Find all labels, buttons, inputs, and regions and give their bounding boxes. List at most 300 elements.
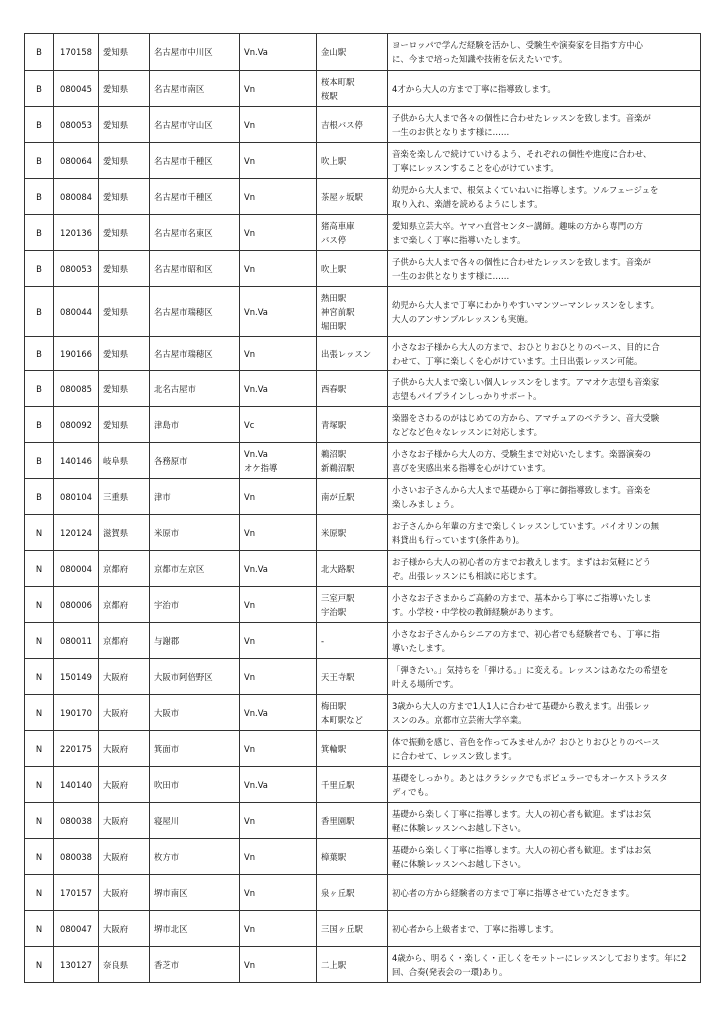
- instrument-cell: [240, 911, 317, 947]
- station-cell: [317, 767, 388, 803]
- instrument-cell: [240, 695, 317, 731]
- comment-line: 志望もパイプラインしっかりサポート。: [392, 390, 542, 401]
- prefecture-cell: 愛知県: [99, 34, 150, 71]
- instrument-cell: [240, 587, 317, 623]
- instrument-cell: [240, 515, 317, 551]
- city-cell: 堺市北区: [150, 911, 240, 947]
- instrument-cell: [240, 947, 317, 983]
- prefecture-cell: 奈良県: [99, 947, 150, 983]
- instrument-cell: [240, 731, 317, 767]
- city-cell: 堺市南区: [150, 875, 240, 911]
- type-cell: B: [25, 71, 54, 107]
- comment-cell: [388, 911, 701, 947]
- city-cell: 与謝郡: [150, 623, 240, 659]
- instrument-line: Vn: [244, 599, 256, 610]
- station-line: 猪高車庫: [321, 220, 355, 231]
- instrument-line: Vn: [244, 119, 256, 130]
- type-cell: B: [25, 179, 54, 215]
- instrument-cell: [240, 803, 317, 839]
- comment-line: ディでも。: [392, 786, 434, 797]
- station-line: 吹上駅: [321, 155, 347, 166]
- station-line: 千里丘駅: [321, 779, 355, 790]
- station-cell: [317, 551, 388, 587]
- instrument-line: Vn: [244, 635, 256, 646]
- station-line: 吉根バス停: [321, 119, 363, 130]
- id-cell: 220175: [54, 731, 99, 767]
- city-cell: 津市: [150, 479, 240, 515]
- instrument-line: Vn.Va: [244, 306, 268, 317]
- city-cell: 寝屋川: [150, 803, 240, 839]
- station-cell: [317, 287, 388, 337]
- city-cell: 津島市: [150, 407, 240, 443]
- prefecture-cell: 滋賀県: [99, 515, 150, 551]
- city-cell: 大阪市: [150, 695, 240, 731]
- comment-line: に、今まで培った知識や技術を伝えたいです。: [392, 54, 568, 64]
- id-cell: 140146: [54, 443, 99, 479]
- instrument-line: Vn: [244, 491, 256, 502]
- comment-cell: [388, 215, 701, 251]
- station-line: 宇治駅: [321, 606, 347, 617]
- instrument-cell: [240, 337, 317, 371]
- station-cell: [317, 659, 388, 695]
- id-cell: 080084: [54, 179, 99, 215]
- station-line: 茶屋ヶ坂駅: [321, 191, 363, 202]
- station-cell: [317, 803, 388, 839]
- station-line: 青塚駅: [321, 419, 347, 430]
- city-cell: 宇治市: [150, 587, 240, 623]
- instrument-cell: [240, 839, 317, 875]
- table-row: [25, 587, 701, 623]
- city-cell: 各務原市: [150, 443, 240, 479]
- type-cell: B: [25, 479, 54, 515]
- station-cell: [317, 515, 388, 551]
- instrument-cell: [240, 215, 317, 251]
- instrument-line: Vn: [244, 851, 256, 862]
- table-row: [25, 251, 701, 287]
- table-row: [25, 215, 701, 251]
- prefecture-cell: 京都府: [99, 587, 150, 623]
- instrument-cell: [240, 551, 317, 587]
- type-cell: N: [25, 695, 54, 731]
- city-cell: 名古屋市瑞穂区: [150, 287, 240, 337]
- station-cell: [317, 143, 388, 179]
- comment-line: スンのみ。京都市立芸術大学卒業。: [392, 714, 527, 725]
- station-cell: [317, 587, 388, 623]
- comment-line: 4才から大人の方まで丁寧に指導致します。: [392, 83, 556, 94]
- type-cell: N: [25, 911, 54, 947]
- table-row: [25, 911, 701, 947]
- city-cell: 名古屋市瑞穂区: [150, 337, 240, 371]
- prefecture-cell: 京都府: [99, 551, 150, 587]
- comment-line: 小さなお子様から大人の方、受験生まで対応いたします。楽器演奏の: [392, 448, 651, 459]
- comment-line: 愛知県立芸大卒。ヤマハ直営センター講師。趣味の方から専門の方: [392, 220, 643, 231]
- table-row: [25, 287, 701, 337]
- station-line: -: [321, 635, 325, 646]
- table-row: [25, 839, 701, 875]
- station-line: 本町駅など: [321, 714, 363, 725]
- instrument-line: Vc: [244, 419, 255, 430]
- comment-line: 初心者の方から経験者の方まで丁寧に指導させていただきます。: [392, 887, 635, 898]
- city-cell: 枚方市: [150, 839, 240, 875]
- city-cell: 箕面市: [150, 731, 240, 767]
- comment-line: 小さなお子様から大人の方まで、おひとりおひとりのペース、目的に合: [392, 341, 660, 352]
- station-line: 南が丘駅: [321, 491, 355, 502]
- table-row: [25, 767, 701, 803]
- prefecture-cell: 大阪府: [99, 875, 150, 911]
- table-row: [25, 443, 701, 479]
- comment-cell: [388, 515, 701, 551]
- table-row: [25, 695, 701, 731]
- station-line: 箕輪駅: [321, 743, 347, 754]
- comment-line: お子さんから年輩の方まで楽しくレッスンしています。バイオリンの無: [392, 520, 659, 531]
- type-cell: N: [25, 515, 54, 551]
- id-cell: 080038: [54, 803, 99, 839]
- city-cell: 名古屋市南区: [150, 71, 240, 107]
- table-row: [25, 551, 701, 587]
- station-cell: [317, 443, 388, 479]
- type-cell: B: [25, 143, 54, 179]
- comment-cell: [388, 551, 701, 587]
- comment-line: などなど色々なレッスンに対応します。: [392, 426, 542, 437]
- type-cell: N: [25, 659, 54, 695]
- id-cell: 170157: [54, 875, 99, 911]
- id-cell: 080085: [54, 371, 99, 407]
- comment-line: 導いたします。: [392, 642, 450, 653]
- id-cell: 120124: [54, 515, 99, 551]
- comment-cell: [388, 767, 701, 803]
- table-row: [25, 803, 701, 839]
- city-cell: 名古屋市千種区: [150, 143, 240, 179]
- prefecture-cell: 愛知県: [99, 287, 150, 337]
- instrument-line: Vn.Va: [244, 383, 268, 394]
- instrument-line: Vn: [244, 815, 256, 826]
- station-cell: [317, 911, 388, 947]
- station-line: 桜本町駅: [321, 76, 355, 87]
- comment-line: 取り入れ、楽譜を読めるようにします。: [392, 198, 543, 209]
- instrument-cell: [240, 659, 317, 695]
- station-line: 神宮前駅: [321, 306, 355, 317]
- comment-line: わせて、丁寧に楽しくを心がけています。土日出張レッスン可能。: [392, 355, 643, 366]
- comment-cell: [388, 107, 701, 143]
- prefecture-cell: 愛知県: [99, 71, 150, 107]
- id-cell: 080104: [54, 479, 99, 515]
- station-line: バス停: [321, 234, 347, 245]
- comment-cell: [388, 71, 701, 107]
- city-cell: 京都市左京区: [150, 551, 240, 587]
- id-cell: 190170: [54, 695, 99, 731]
- prefecture-cell: 岐阜県: [99, 443, 150, 479]
- comment-line: ヨーロッパで学んだ経験を活かし、受験生や演奏家を目指す方中心: [392, 40, 643, 50]
- id-cell: 080045: [54, 71, 99, 107]
- id-cell: 080092: [54, 407, 99, 443]
- comment-cell: [388, 179, 701, 215]
- id-cell: 130127: [54, 947, 99, 983]
- comment-line: まで楽しく丁寧に指導いたします。: [392, 234, 526, 245]
- id-cell: 150149: [54, 659, 99, 695]
- id-cell: 080006: [54, 587, 99, 623]
- city-cell: 名古屋市名東区: [150, 215, 240, 251]
- station-cell: [317, 371, 388, 407]
- station-cell: [317, 875, 388, 911]
- comment-cell: [388, 659, 701, 695]
- type-cell: N: [25, 947, 54, 983]
- id-cell: 080053: [54, 107, 99, 143]
- station-cell: [317, 251, 388, 287]
- comment-line: 一生のお供となります様に……: [392, 270, 510, 281]
- instrument-cell: [240, 623, 317, 659]
- instrument-line: Vn: [244, 527, 256, 538]
- comment-line: 体で振動を感じ、音色を作ってみませんか？おひとりおひとりのペース: [392, 736, 660, 747]
- comment-cell: [388, 587, 701, 623]
- prefecture-cell: 愛知県: [99, 407, 150, 443]
- comment-line: 幼児から大人まで丁寧にわかりやすいマンツーマンレッスンをします。: [392, 299, 660, 310]
- comment-line: 楽しみましょう。: [392, 498, 459, 509]
- comment-line: 基礎から楽しく丁寧に指導します。大人の初心者も歓迎。まずはお気: [392, 844, 651, 855]
- type-cell: B: [25, 407, 54, 443]
- station-cell: [317, 34, 388, 71]
- comment-cell: [388, 875, 701, 911]
- instrument-line: Vn: [244, 959, 256, 970]
- comment-line: 楽器をさわるのがはじめての方から、アマチュアのベテラン、音大受験: [392, 412, 660, 423]
- type-cell: B: [25, 215, 54, 251]
- comment-cell: [388, 479, 701, 515]
- id-cell: 080053: [54, 251, 99, 287]
- type-cell: N: [25, 623, 54, 659]
- comment-line: 小さなお子さんからシニアの方まで、初心者でも経験者でも、丁寧に指: [392, 628, 660, 639]
- station-line: 梅田駅: [321, 700, 347, 711]
- table-row: [25, 407, 701, 443]
- station-line: 二上駅: [321, 959, 347, 970]
- prefecture-cell: 大阪府: [99, 731, 150, 767]
- id-cell: 140140: [54, 767, 99, 803]
- city-cell: 名古屋市守山区: [150, 107, 240, 143]
- station-line: 三国ヶ丘駅: [321, 923, 363, 934]
- type-cell: N: [25, 551, 54, 587]
- station-cell: [317, 479, 388, 515]
- comment-line: 基礎から楽しく丁寧に指導します。大人の初心者も歓迎。まずはお気: [392, 808, 651, 819]
- instrument-line: Vn: [244, 348, 256, 359]
- id-cell: 190166: [54, 337, 99, 371]
- instrument-line: Vn.Va: [244, 707, 268, 718]
- instrument-line: Vn: [244, 887, 256, 898]
- comment-cell: [388, 34, 701, 71]
- comment-line: 料貸出も行っています(条件あり)。: [392, 534, 525, 545]
- instrument-line: Vn.Va: [244, 47, 268, 57]
- comment-line: お子様から大人の初心者の方までお教えします。まずはお気軽にどう: [392, 556, 651, 567]
- prefecture-cell: 大阪府: [99, 659, 150, 695]
- prefecture-cell: 三重県: [99, 479, 150, 515]
- instrument-line: Vn.Va: [244, 563, 268, 574]
- station-cell: [317, 179, 388, 215]
- prefecture-cell: 愛知県: [99, 251, 150, 287]
- id-cell: 080047: [54, 911, 99, 947]
- comment-line: 子供から大人まで各々の個性に合わせたレッスンを致します。音楽が: [392, 256, 651, 267]
- instrument-cell: [240, 179, 317, 215]
- comment-line: 叶える場所です。: [392, 678, 459, 689]
- instrument-cell: [240, 34, 317, 71]
- station-line: 堀田駅: [321, 320, 347, 331]
- comment-cell: [388, 947, 701, 983]
- prefecture-cell: 愛知県: [99, 337, 150, 371]
- instrument-cell: [240, 407, 317, 443]
- instrument-line: Vn: [244, 227, 256, 238]
- type-cell: N: [25, 839, 54, 875]
- table-row: [25, 623, 701, 659]
- type-cell: B: [25, 287, 54, 337]
- prefecture-cell: 京都府: [99, 623, 150, 659]
- prefecture-cell: 愛知県: [99, 179, 150, 215]
- table-row: [25, 479, 701, 515]
- station-line: 樟葉駅: [321, 851, 347, 862]
- type-cell: B: [25, 34, 54, 71]
- instrument-cell: [240, 251, 317, 287]
- prefecture-cell: 大阪府: [99, 911, 150, 947]
- table-row: [25, 659, 701, 695]
- instrument-cell: [240, 287, 317, 337]
- comment-line: 大人のアンサンブルレッスンも実施。: [392, 313, 533, 324]
- prefecture-cell: 大阪府: [99, 695, 150, 731]
- comment-line: 3歳から大人の方まで1人1人に合わせて基礎から教えます。出張レッ: [392, 700, 651, 711]
- type-cell: B: [25, 337, 54, 371]
- instrument-line: Vn: [244, 83, 256, 94]
- station-line: 泉ヶ丘駅: [321, 887, 355, 898]
- comment-line: ぞ。出張レッスンにも相談に応じます。: [392, 570, 542, 581]
- instrument-line: Vn.Va: [244, 448, 268, 459]
- station-cell: [317, 695, 388, 731]
- type-cell: B: [25, 107, 54, 143]
- city-cell: 大阪市阿倍野区: [150, 659, 240, 695]
- instrument-cell: [240, 875, 317, 911]
- comment-line: 4歳から、明るく・楽しく・正しくをモットーにレッスンしております。年に2: [392, 952, 687, 963]
- id-cell: 080044: [54, 287, 99, 337]
- city-cell: 名古屋市昭和区: [150, 251, 240, 287]
- station-cell: [317, 623, 388, 659]
- id-cell: 170158: [54, 34, 99, 71]
- type-cell: B: [25, 443, 54, 479]
- comment-cell: [388, 839, 701, 875]
- comment-line: 初心者から上級者まで、丁寧に指導します。: [392, 923, 559, 934]
- station-line: 吹上駅: [321, 263, 347, 274]
- station-line: 香里園駅: [321, 815, 355, 826]
- instrument-line: Vn: [244, 671, 256, 682]
- prefecture-cell: 大阪府: [99, 839, 150, 875]
- station-line: 桜駅: [321, 90, 338, 101]
- instrument-cell: [240, 107, 317, 143]
- prefecture-cell: 大阪府: [99, 803, 150, 839]
- comment-cell: [388, 623, 701, 659]
- instrument-cell: [240, 143, 317, 179]
- station-line: 金山駅: [321, 47, 347, 57]
- type-cell: N: [25, 731, 54, 767]
- station-cell: [317, 107, 388, 143]
- comment-line: に合わせて、レッスン致します。: [392, 750, 517, 761]
- station-line: 天王寺駅: [321, 671, 355, 682]
- comment-line: 喜びを実感出来る指導を心がけています。: [392, 462, 551, 473]
- station-line: 出張レッスン: [321, 348, 372, 359]
- comment-cell: [388, 337, 701, 371]
- id-cell: 080064: [54, 143, 99, 179]
- city-cell: 名古屋市中川区: [150, 34, 240, 71]
- station-line: 新鵜沼駅: [321, 462, 355, 473]
- table-row: [25, 947, 701, 983]
- comment-cell: [388, 695, 701, 731]
- city-cell: 香芝市: [150, 947, 240, 983]
- comment-line: 一生のお供となります様に……: [392, 126, 510, 137]
- comment-line: 軽に体験レッスンへお越し下さい。: [392, 858, 526, 869]
- prefecture-cell: 愛知県: [99, 371, 150, 407]
- comment-line: 小さなお子さまからご高齢の方まで、基本から丁寧にご指導いたしま: [392, 592, 652, 603]
- type-cell: N: [25, 587, 54, 623]
- comment-line: 子供から大人まで楽しい個人レッスンをします。アマオケ志望も音楽家: [392, 376, 660, 387]
- station-cell: [317, 407, 388, 443]
- comment-line: 子供から大人まで各々の個性に合わせたレッスンを致します。音楽が: [392, 112, 651, 123]
- instrument-cell: [240, 71, 317, 107]
- comment-cell: [388, 251, 701, 287]
- id-cell: 080004: [54, 551, 99, 587]
- table-row: [25, 371, 701, 407]
- comment-cell: [388, 803, 701, 839]
- city-cell: 吹田市: [150, 767, 240, 803]
- station-line: 西春駅: [321, 383, 347, 394]
- station-line: 鵜沼駅: [321, 448, 347, 459]
- comment-line: 「弾きたい。」気持ちを「弾ける。」に変える。レッスンはあなたの希望を: [392, 664, 669, 675]
- station-line: 熱田駅: [321, 292, 347, 303]
- station-cell: [317, 215, 388, 251]
- comment-cell: [388, 287, 701, 337]
- comment-line: 小さいお子さんから大人まで基礎から丁寧に御指導致します。音楽を: [392, 484, 651, 495]
- prefecture-cell: 愛知県: [99, 107, 150, 143]
- comment-cell: [388, 371, 701, 407]
- table-row: [25, 179, 701, 215]
- comment-cell: [388, 143, 701, 179]
- prefecture-cell: 愛知県: [99, 143, 150, 179]
- station-line: 三室戸駅: [321, 592, 355, 603]
- instrument-cell: [240, 767, 317, 803]
- comment-line: 丁寧にレッスンすることを心がけています。: [392, 162, 559, 173]
- type-cell: B: [25, 371, 54, 407]
- type-cell: N: [25, 803, 54, 839]
- table-row: [25, 34, 701, 71]
- instrument-line: Vn: [244, 743, 256, 754]
- id-cell: 120136: [54, 215, 99, 251]
- comment-line: す。小学校・中学校の教師経験があります。: [392, 606, 559, 617]
- comment-cell: [388, 443, 701, 479]
- station-line: 米原駅: [321, 527, 347, 538]
- station-line: 北大路駅: [321, 563, 355, 574]
- table-row: [25, 875, 701, 911]
- instrument-cell: [240, 479, 317, 515]
- city-cell: 北名古屋市: [150, 371, 240, 407]
- instrument-line: Vn: [244, 155, 256, 166]
- station-cell: [317, 947, 388, 983]
- instrument-cell: [240, 371, 317, 407]
- station-cell: [317, 731, 388, 767]
- comment-line: 音楽を楽しんで続けていけるよう、それぞれの個性や進度に合わせ、: [392, 148, 652, 159]
- table-row: [25, 515, 701, 551]
- prefecture-cell: 大阪府: [99, 767, 150, 803]
- comment-line: 基礎をしっかり。あとはクラシックでもポピュラーでもオーケストラスタ: [392, 772, 668, 783]
- comment-line: 軽に体験レッスンへお越し下さい。: [392, 822, 526, 833]
- table-row: [25, 337, 701, 371]
- teacher-roster-table: [24, 33, 701, 983]
- station-cell: [317, 839, 388, 875]
- comment-cell: [388, 731, 701, 767]
- type-cell: N: [25, 875, 54, 911]
- instrument-line: Vn: [244, 263, 256, 274]
- table-row: [25, 731, 701, 767]
- station-cell: [317, 337, 388, 371]
- table-row: [25, 107, 701, 143]
